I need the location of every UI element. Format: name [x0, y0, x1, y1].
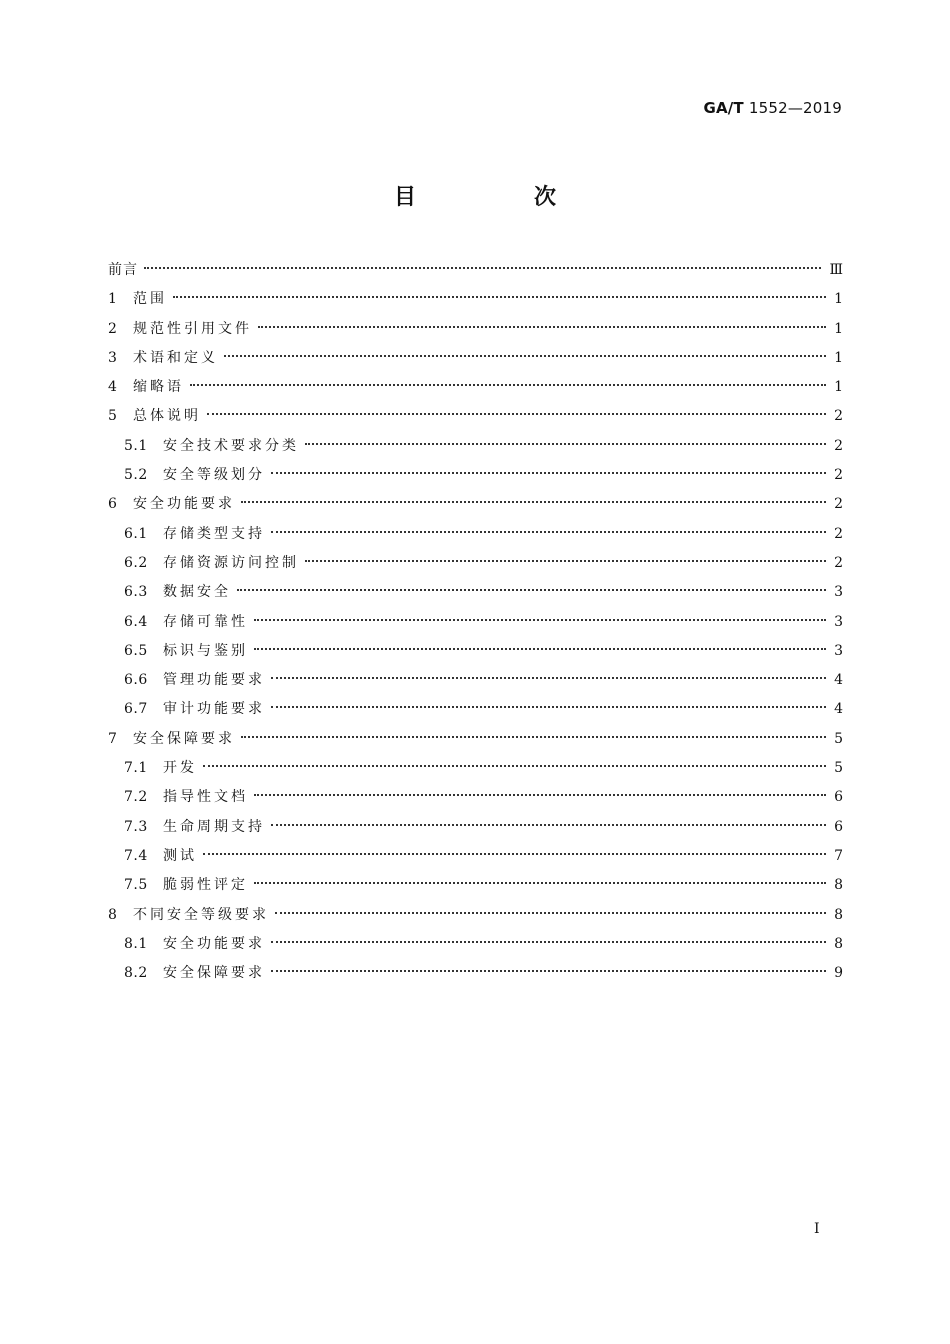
dot-leader [144, 267, 821, 269]
dot-leader [203, 765, 826, 767]
dot-leader [237, 589, 826, 591]
toc-entry-page-number: 3 [834, 613, 843, 630]
toc-entry-title: 前言 [108, 262, 138, 278]
toc-entry[interactable] [108, 344, 843, 373]
toc-entry-title: 安全功能要求 [133, 496, 235, 513]
toc-entry[interactable] [108, 813, 843, 842]
dot-leader [254, 794, 826, 796]
toc-entry-page-number: 7 [834, 847, 843, 864]
toc-entry[interactable] [108, 901, 843, 930]
toc-entry-page-number: 2 [834, 437, 843, 454]
toc-entry-title: 范围 [133, 291, 167, 308]
toc-entry[interactable] [108, 608, 843, 637]
dot-leader [203, 853, 826, 855]
toc-entry-page-number: 1 [834, 349, 843, 366]
toc-entry-page-number: Ⅲ [829, 262, 843, 278]
toc-entry-number: 6.3 [124, 584, 148, 601]
toc-entry[interactable] [108, 783, 843, 812]
toc-entry[interactable] [108, 695, 843, 724]
toc-entry-title: 生命周期支持 [163, 818, 265, 835]
toc-entry[interactable] [108, 754, 843, 783]
toc-entry-page-number: 5 [834, 760, 843, 777]
dot-leader [190, 384, 826, 386]
toc-entry-title: 审计功能要求 [163, 701, 265, 718]
toc-entry-title: 脆弱性评定 [163, 877, 248, 894]
dot-leader [258, 326, 826, 328]
toc-entry-title: 标识与鉴别 [163, 642, 248, 659]
toc-entry-page-number: 4 [834, 672, 843, 689]
toc-entry-page-number: 2 [834, 496, 843, 513]
dot-leader [305, 560, 826, 562]
toc-entry-page-number: 5 [834, 730, 843, 747]
toc-entry-title: 安全保障要求 [133, 730, 235, 747]
toc-entry[interactable] [108, 402, 843, 431]
toc-entry-number: 7.1 [124, 760, 148, 777]
dot-leader [271, 824, 826, 826]
toc-entry[interactable] [108, 871, 843, 900]
toc-entry-number: 6.5 [124, 642, 148, 659]
toc-entry-page-number: 4 [834, 701, 843, 718]
toc-entry-number: 8 [108, 906, 118, 923]
toc-entry-title: 总体说明 [133, 408, 201, 425]
toc-entry-number: 8.2 [124, 965, 148, 982]
toc-entry-number: 5.1 [124, 437, 148, 454]
toc-entry[interactable] [108, 549, 843, 578]
dot-leader [271, 941, 826, 943]
toc-entry[interactable] [108, 432, 843, 461]
dot-leader [241, 501, 826, 503]
toc-entry-number: 7 [108, 730, 118, 747]
toc-entry[interactable] [108, 315, 843, 344]
toc-entry[interactable] [108, 520, 843, 549]
toc-entry-number: 8.1 [124, 935, 148, 952]
toc-entry[interactable] [108, 959, 843, 988]
toc-entry-number: 7.4 [124, 847, 148, 864]
dot-leader [254, 882, 826, 884]
toc-entry-title: 缩略语 [133, 379, 184, 396]
toc-entry[interactable] [108, 637, 843, 666]
toc-entry[interactable] [108, 461, 843, 490]
toc-entry-title: 指导性文档 [163, 789, 248, 806]
toc-entry-number: 6.6 [124, 672, 148, 689]
toc-entry-title: 存储资源访问控制 [163, 554, 299, 571]
toc-entry-page-number: 8 [834, 906, 843, 923]
toc-entry[interactable] [108, 725, 843, 754]
toc-entry-page-number: 9 [834, 965, 843, 982]
standard-number-header [703, 99, 842, 117]
toc-entry[interactable] [108, 666, 843, 695]
toc-entry-page-number: 8 [834, 935, 843, 952]
toc-entry-title: 安全功能要求 [163, 935, 265, 952]
toc-entry-title: 测试 [163, 847, 197, 864]
toc-entry-number: 7.5 [124, 877, 148, 894]
dot-leader [305, 443, 826, 445]
toc-entry-page-number: 2 [834, 408, 843, 425]
dot-leader [271, 970, 826, 972]
toc-entry-number: 6.4 [124, 613, 148, 630]
toc-entry-page-number: 1 [834, 291, 843, 308]
standard-code: GA/T [703, 99, 744, 117]
toc-entry-title: 规范性引用文件 [133, 320, 252, 337]
toc-entry-title: 管理功能要求 [163, 672, 265, 689]
dot-leader [224, 355, 826, 357]
toc-entry-page-number: 1 [834, 379, 843, 396]
toc-entry-title: 不同安全等级要求 [133, 906, 269, 923]
toc-entry-title: 存储可靠性 [163, 613, 248, 630]
toc-entry-title: 数据安全 [163, 584, 231, 601]
toc-entry-page-number: 2 [834, 554, 843, 571]
dot-leader [271, 706, 826, 708]
toc-entry-number: 5 [108, 408, 118, 425]
toc-entry-number: 6.7 [124, 701, 148, 718]
page-folio: I [814, 1221, 820, 1237]
toc-entry[interactable] [108, 285, 843, 314]
toc-title: 目 次 [393, 185, 604, 210]
toc-entry[interactable] [108, 373, 843, 402]
toc-entry-number: 7.2 [124, 789, 148, 806]
toc-entry-number: 6.2 [124, 554, 148, 571]
dot-leader [275, 912, 826, 914]
dot-leader [271, 677, 826, 679]
dot-leader [241, 736, 826, 738]
toc-entry[interactable] [108, 842, 843, 871]
toc-entry-number: 1 [108, 291, 118, 308]
toc-entry-number: 4 [108, 379, 118, 396]
toc-entry[interactable] [108, 256, 843, 285]
toc-entry-title: 开发 [163, 760, 197, 777]
dot-leader [254, 619, 826, 621]
dot-leader [173, 296, 826, 298]
toc-entry-page-number: 3 [834, 642, 843, 659]
table-of-contents [108, 256, 843, 988]
toc-entry-number: 6 [108, 496, 118, 513]
toc-entry[interactable] [108, 490, 843, 519]
toc-entry-title: 安全技术要求分类 [163, 437, 299, 454]
toc-entry[interactable] [108, 930, 843, 959]
toc-entry-number: 5.2 [124, 467, 148, 484]
dot-leader [254, 648, 826, 650]
toc-entry-page-number: 3 [834, 584, 843, 601]
dot-leader [271, 472, 826, 474]
toc-entry-page-number: 6 [834, 818, 843, 835]
toc-entry-number: 3 [108, 349, 118, 366]
toc-entry-page-number: 8 [834, 877, 843, 894]
toc-entry-title: 安全等级划分 [163, 467, 265, 484]
dot-leader [271, 531, 826, 533]
toc-entry-number: 2 [108, 320, 118, 337]
toc-entry-number: 7.3 [124, 818, 148, 835]
standard-number: 1552—2019 [748, 99, 842, 117]
toc-entry-title: 术语和定义 [133, 349, 218, 366]
toc-entry-title: 存储类型支持 [163, 525, 265, 542]
toc-entry-page-number: 2 [834, 467, 843, 484]
dot-leader [207, 413, 826, 415]
toc-entry[interactable] [108, 578, 843, 607]
toc-entry-page-number: 2 [834, 525, 843, 542]
toc-entry-page-number: 1 [834, 320, 843, 337]
toc-entry-number: 6.1 [124, 525, 148, 542]
toc-entry-title: 安全保障要求 [163, 965, 265, 982]
toc-entry-page-number: 6 [834, 789, 843, 806]
